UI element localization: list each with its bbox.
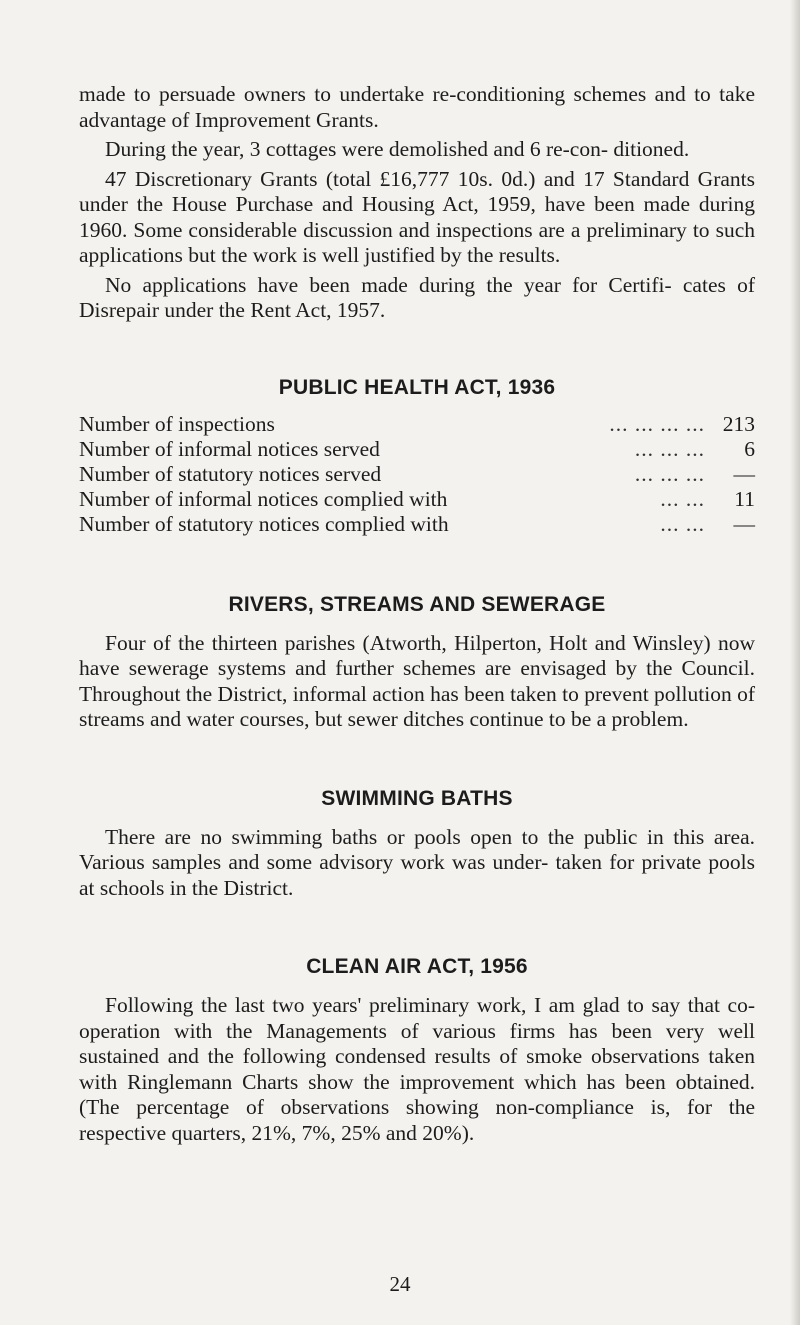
stat-value: 6: [744, 436, 755, 461]
paragraph-improvement-grants: made to persuade owners to undertake re-conditioning schemes and to take advantage of Improvement Grants.: [79, 82, 755, 132]
stat-label: Number of informal notices complied with: [79, 486, 448, 511]
stat-row: [79, 487, 755, 512]
leader-dots: ... ... ...: [634, 436, 705, 461]
stat-label: Number of statutory notices complied with: [79, 511, 449, 536]
stat-row: [79, 462, 755, 487]
heading-swimming-baths: SWIMMING BATHS: [321, 786, 513, 810]
document-page: [79, 82, 755, 1146]
leader-dots: ... ... ... ...: [609, 411, 705, 436]
stat-value: —: [733, 461, 755, 486]
public-health-stats: [79, 412, 755, 537]
leader-dots: ... ...: [660, 486, 705, 511]
stat-value: 11: [734, 486, 755, 511]
stat-value: 213: [722, 411, 755, 436]
heading-public-health-act: PUBLIC HEALTH ACT, 1936: [278, 375, 556, 399]
paragraph-swimming: There are no swimming baths or pools open to the public in this area. Various samples and some advisory work was under- taken for private pools at schools in the District.: [79, 824, 755, 900]
stat-label: Number of inspections: [79, 411, 275, 436]
leader-dots: ... ...: [660, 511, 705, 536]
stat-value: —: [733, 511, 755, 536]
stat-row: [79, 437, 755, 462]
heading-rivers-streams-sewerage: RIVERS, STREAMS AND SEWERAGE: [228, 592, 606, 616]
heading-clean-air-act: CLEAN AIR ACT, 1956: [306, 955, 528, 978]
stat-label: Number of statutory notices served: [79, 461, 382, 486]
paragraph-rivers: Four of the thirteen parishes (Atworth, Hilperton, Holt and Winsley) now have sewerage systems and further schemes are envisaged by the Council. Throughout the District, informal action has been taken to prevent pollution of streams and water courses, but sewer ditches continue to be a problem.: [79, 630, 755, 731]
leader-dots: ... ... ...: [634, 461, 705, 486]
paragraph-clean-air: Following the last two years' preliminary work, I am glad to say that co-operation with the Managements of various firms has been very well sustained and the following condensed results of smoke observations taken with Ringlemann Charts show the improvement which has been obtained. (The percentage of observations showing non-compliance is, for the respective quarters, 21%, 7%, 25% and 20%).: [79, 993, 755, 1145]
page-number: 24: [389, 1272, 411, 1296]
stat-row: [79, 412, 755, 437]
paragraph-cottages: During the year, 3 cottages were demolished and 6 re-con- ditioned.: [105, 137, 690, 161]
stat-label: Number of informal notices served: [79, 436, 380, 461]
stat-row: [79, 512, 755, 537]
paragraph-certificates-disrepair: No applications have been made during the year for Certifi- cates of Disrepair under the Rent Act, 1957.: [79, 272, 755, 322]
page-edge-shadow: [790, 0, 800, 1325]
paragraph-discretionary-grants: 47 Discretionary Grants (total £16,777 10s. 0d.) and 17 Standard Grants under the House Purchase and Housing Act, 1959, have been made during 1960. Some considerable discussion and inspections are a preliminary to such applications but the work is well justified by the results.: [79, 166, 755, 267]
